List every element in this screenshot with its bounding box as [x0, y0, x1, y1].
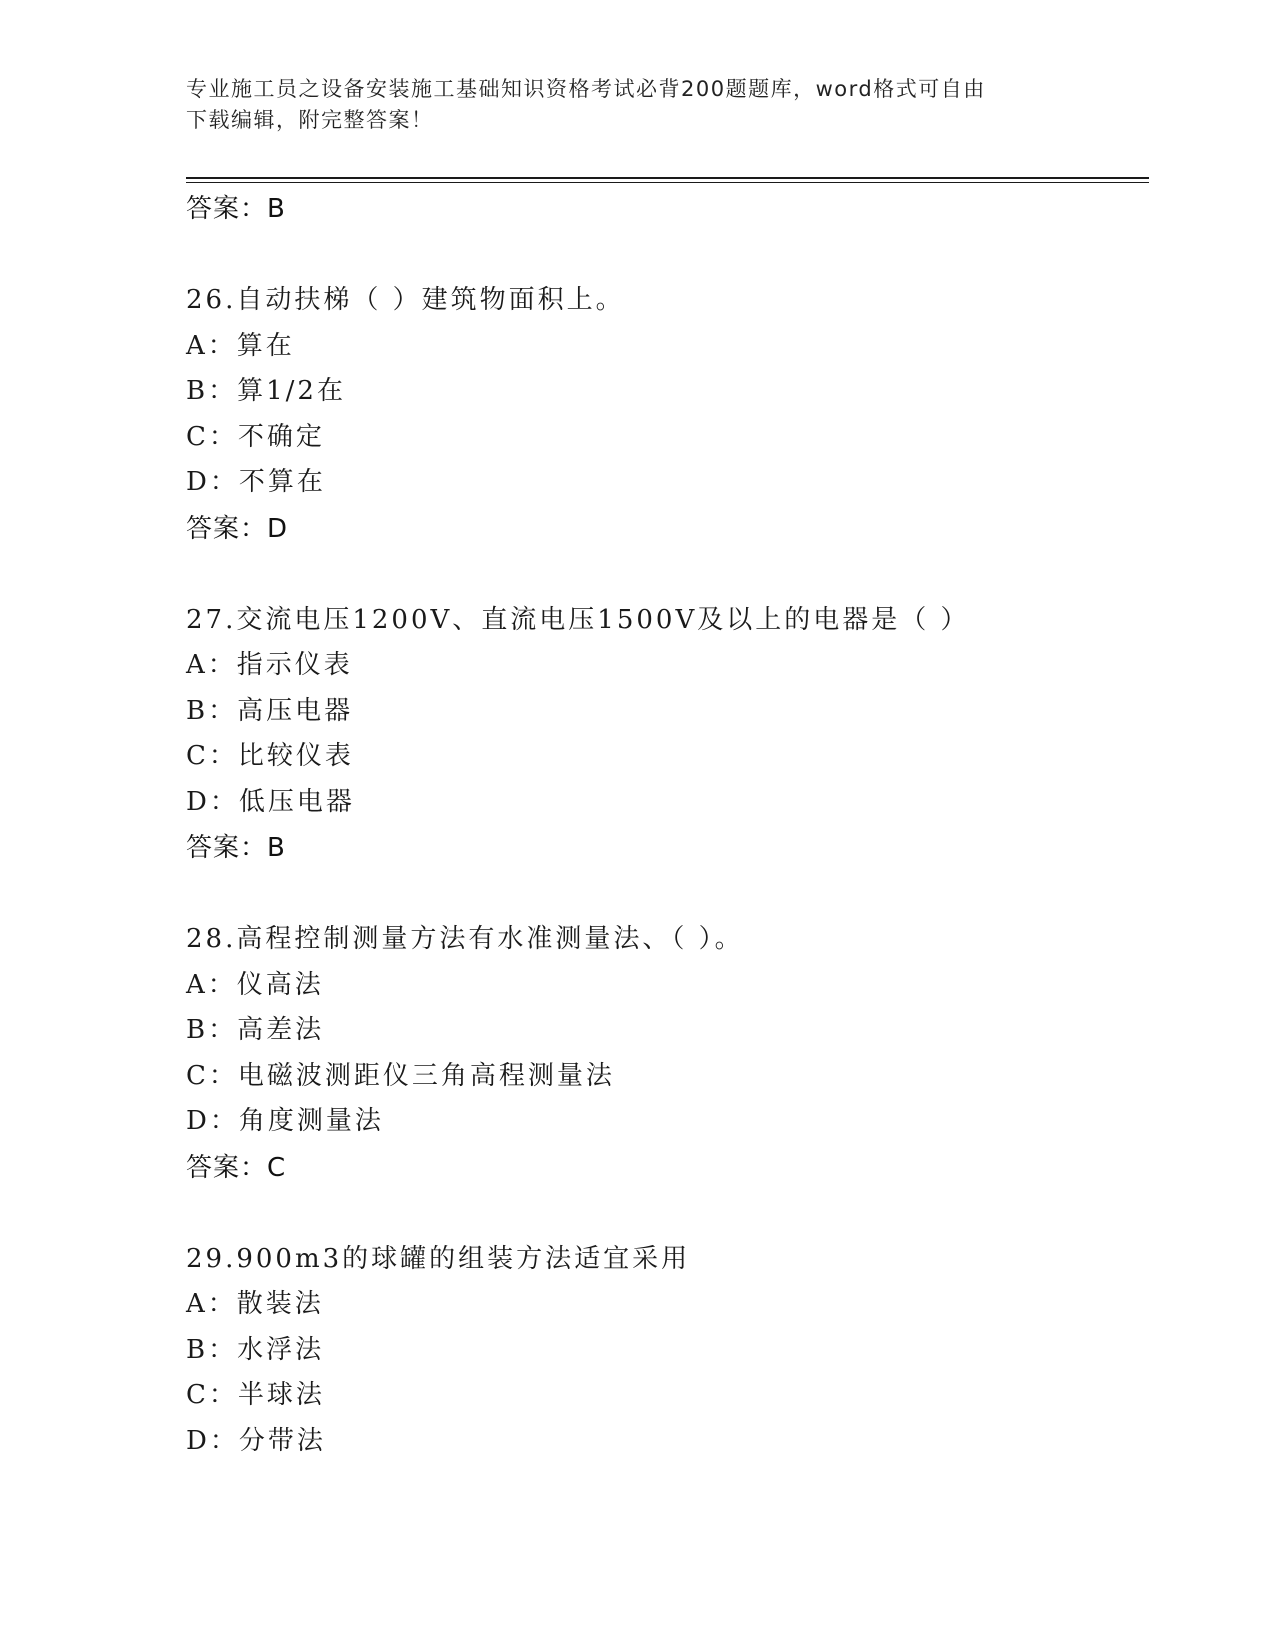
option-c: C：半球法 — [186, 1380, 325, 1410]
option-c: C：比较仪表 — [186, 741, 354, 771]
question-title: 27.交流电压1200V、直流电压1500V及以上的电器是（ ） — [186, 604, 970, 635]
option-c: C：电磁波测距仪三角高程测量法 — [186, 1060, 615, 1091]
question-answer: 答案：C — [186, 1152, 287, 1183]
header-line-2: 下载编辑，附完整答案！ — [186, 108, 434, 132]
option-d: D：不算在 — [186, 467, 326, 497]
question-answer: 答案：D — [186, 513, 289, 544]
question-29 — [186, 1237, 1149, 1465]
option-d: D：角度测量法 — [186, 1106, 384, 1136]
option-b: B：高差法 — [186, 1015, 325, 1045]
header-divider-thin — [186, 182, 1149, 183]
option-b: B：高压电器 — [186, 695, 354, 726]
option-b: B：算1/2在 — [186, 376, 346, 406]
question-27 — [186, 598, 1149, 872]
document-header — [186, 74, 1066, 136]
question-title: 29.900m3的球罐的组装方法适宜采用 — [186, 1243, 691, 1274]
header-divider-thick — [186, 177, 1149, 179]
option-c: C：不确定 — [186, 421, 325, 452]
option-a: A：仪高法 — [186, 969, 324, 1000]
question-title: 26.自动扶梯（ ）建筑物面积上。 — [186, 285, 625, 315]
question-26 — [186, 278, 1149, 552]
option-a: A：算在 — [186, 330, 295, 361]
question-28 — [186, 917, 1149, 1191]
option-a: A：指示仪表 — [186, 650, 353, 680]
header-line-1: 专业施工员之设备安装施工基础知识资格考试必背200题题库，word格式可自由 — [186, 77, 986, 101]
question-answer: 答案：B — [186, 833, 286, 863]
question-title: 28.高程控制测量方法有水准测量法、（ ）。 — [186, 924, 744, 954]
option-d: D：分带法 — [186, 1425, 326, 1456]
option-b: B：水浮法 — [186, 1334, 325, 1365]
option-a: A：散装法 — [186, 1289, 324, 1319]
question-list — [186, 186, 1149, 1464]
option-d: D：低压电器 — [186, 786, 355, 817]
previous-answer: 答案：B — [186, 194, 286, 224]
